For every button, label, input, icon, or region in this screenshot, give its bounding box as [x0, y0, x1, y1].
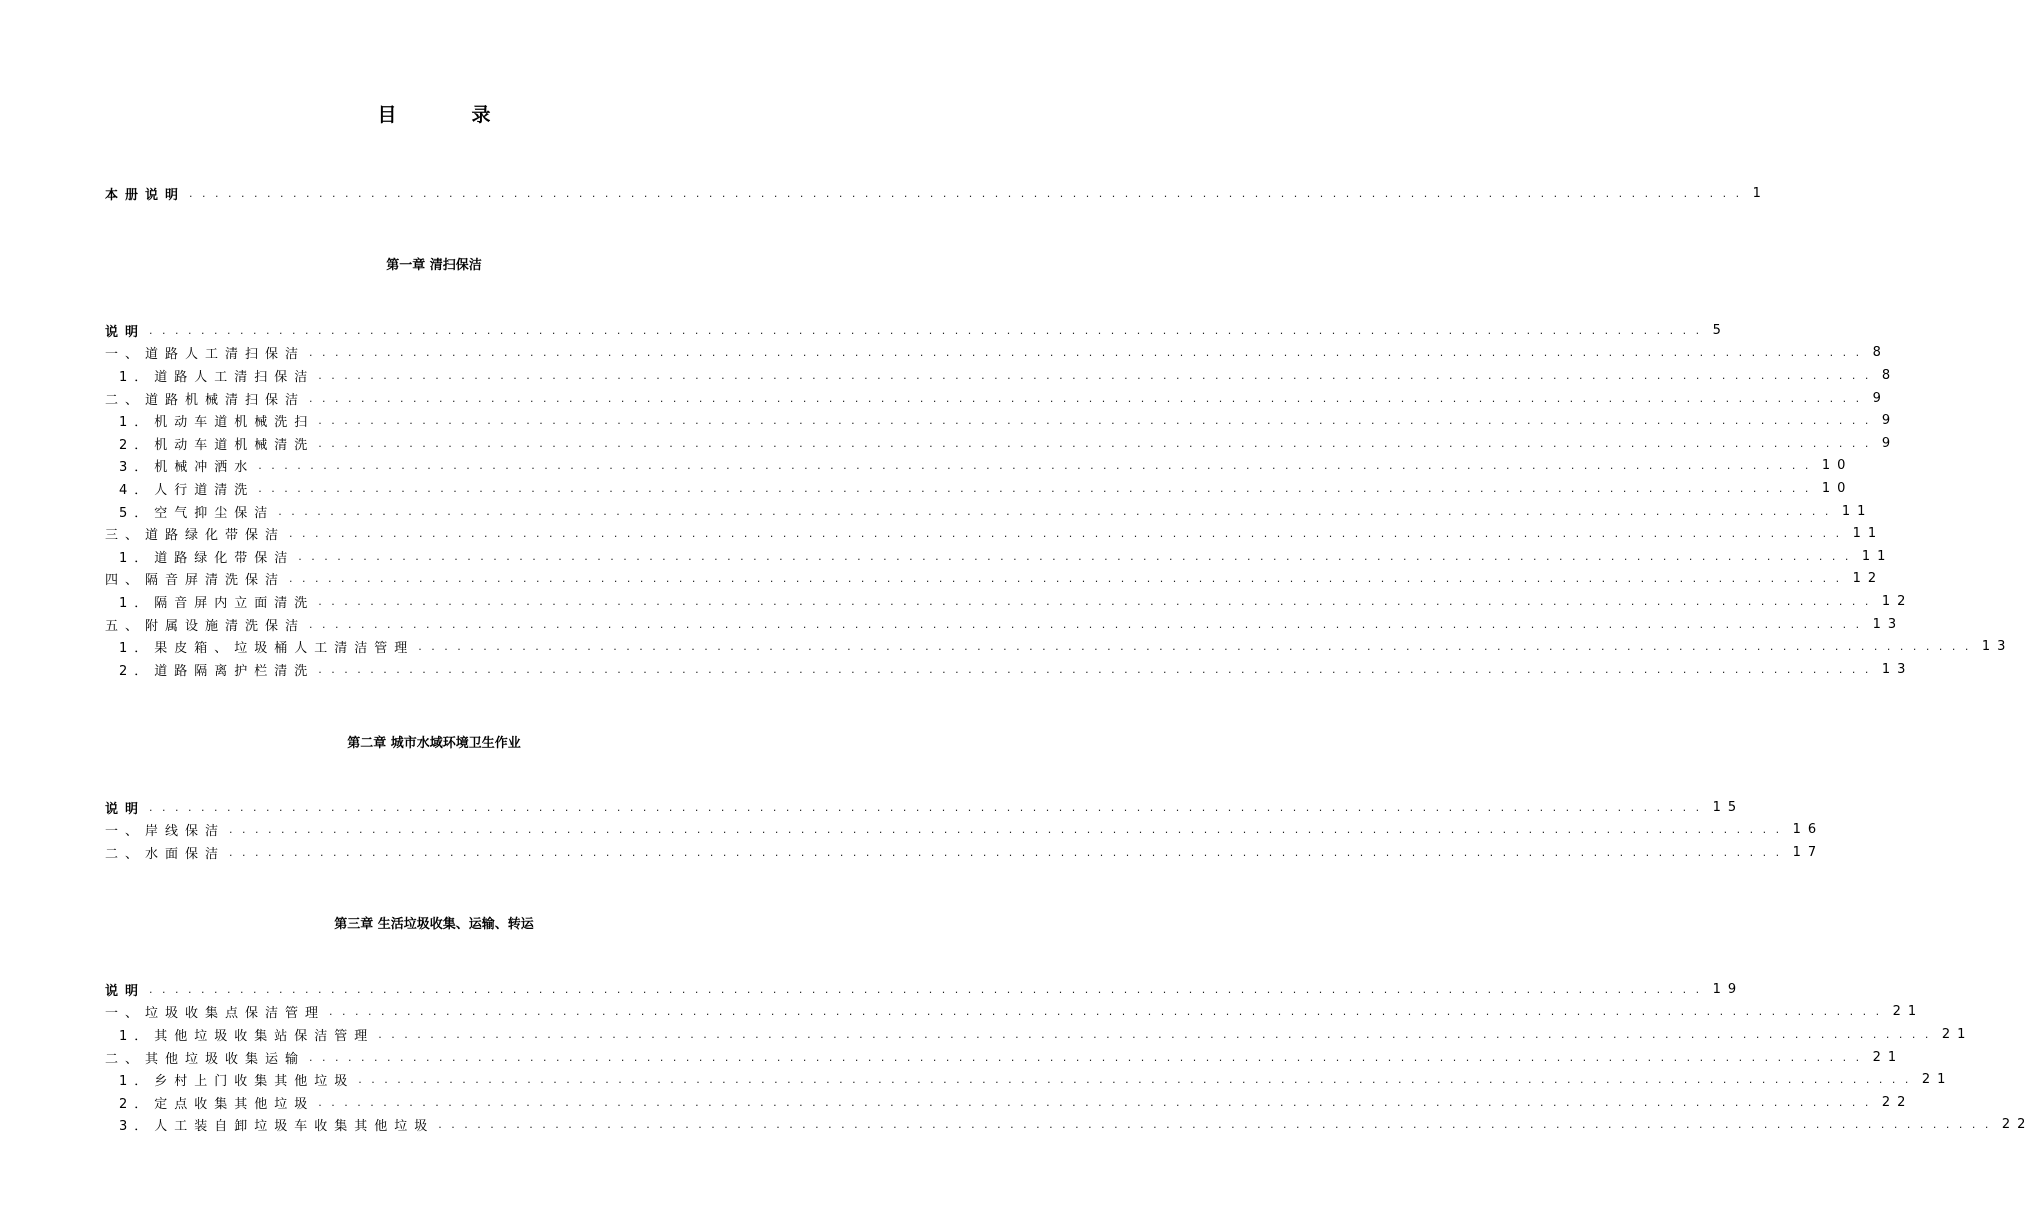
toc-entry-label: 3．人工装自卸垃圾车收集其他垃圾 — [119, 1119, 435, 1135]
dot-leader: ........................................................................................................................ — [378, 1027, 1938, 1041]
dot-leader: ........................................................................................................................ — [329, 1005, 1889, 1019]
toc-entry-page-number: 13 — [1872, 616, 1904, 632]
toc-entry-label: 2．机动车道机械清洗 — [119, 437, 315, 453]
toc-entry-page-number: 1 — [1752, 185, 1768, 201]
toc-entry-page-number: 12 — [1881, 593, 1913, 609]
toc-entry[interactable] — [105, 1114, 2032, 1137]
toc-entry-page-number: 19 — [1712, 981, 1744, 997]
toc-entry-label: 1．道路人工清扫保洁 — [119, 369, 315, 385]
toc-entry-label: 2．定点收集其他垃圾 — [119, 1096, 315, 1112]
toc-entry[interactable] — [105, 409, 1898, 432]
toc-entry-page-number: 11 — [1861, 548, 1893, 564]
toc-entry[interactable] — [105, 635, 2013, 658]
toc-entry-page-number: 9 — [1872, 390, 1888, 406]
chapter-3-heading: 第三章 生活垃圾收集、运输、转运 — [334, 917, 534, 932]
dot-leader: ........................................................................................................................ — [229, 823, 1789, 837]
dot-leader: ........................................................................................................................ — [318, 594, 1878, 608]
toc-entry[interactable] — [105, 796, 1744, 819]
dot-leader: ........................................................................................................................ — [358, 1073, 1918, 1087]
toc-entry-page-number: 10 — [1821, 480, 1853, 496]
toc-entry-label: 3．机械冲洒水 — [119, 460, 255, 476]
toc-entry-page-number: 9 — [1881, 413, 1898, 429]
chapter-1-entries — [105, 319, 2013, 681]
toc-entry[interactable] — [105, 819, 1824, 842]
toc-entry-label: 一、垃圾收集点保洁管理 — [105, 1006, 326, 1022]
toc-entry[interactable] — [105, 1068, 1953, 1091]
toc-entry-label: 说明 — [105, 983, 146, 999]
dot-leader: ........................................................................................................................ — [318, 1095, 1878, 1109]
dot-leader: ........................................................................................................................ — [149, 323, 1709, 337]
toc-entry[interactable] — [105, 613, 1904, 636]
toc-entry-page-number: 12 — [1852, 571, 1884, 587]
toc-entry-label: 1．隔音屏内立面清洗 — [119, 595, 315, 611]
dot-leader: ........................................................................................................................ — [189, 186, 1749, 200]
dot-leader: ........................................................................................................................ — [309, 1050, 1869, 1064]
dot-leader: ........................................................................................................................ — [149, 800, 1709, 814]
dot-leader: ........................................................................................................................ — [309, 346, 1869, 360]
toc-entry-page-number: 21 — [1892, 1004, 1924, 1020]
toc-entry-page-number: 16 — [1792, 822, 1824, 838]
toc-entry-page-number: 15 — [1712, 799, 1744, 815]
dot-leader: ........................................................................................................................ — [258, 481, 1818, 495]
toc-entry[interactable] — [105, 319, 1728, 342]
dot-leader: ........................................................................................................................ — [278, 504, 1838, 518]
toc-entry-label: 说明 — [105, 801, 146, 817]
toc-entry-page-number: 8 — [1872, 345, 1888, 361]
toc-entry-page-number: 21 — [1872, 1049, 1904, 1065]
toc-entry-label: 1．乡村上门收集其他垃圾 — [119, 1074, 355, 1090]
toc-entry-page-number: 11 — [1852, 526, 1884, 542]
toc-entry-label: 二、水面保洁 — [105, 846, 226, 862]
dot-leader: ........................................................................................................................ — [418, 640, 1978, 654]
toc-entry-label: 一、岸线保洁 — [105, 824, 226, 840]
dot-leader: ........................................................................................................................ — [229, 845, 1789, 859]
toc-entry[interactable] — [105, 387, 1888, 410]
dot-leader: ........................................................................................................................ — [318, 414, 1878, 428]
toc-entry[interactable] — [105, 1091, 1913, 1114]
toc-entry-label: 1．机动车道机械洗扫 — [119, 415, 315, 431]
dot-leader: ........................................................................................................................ — [149, 982, 1709, 996]
toc-entry-label: 四、隔音屏清洗保洁 — [105, 573, 286, 589]
toc-entry[interactable] — [105, 545, 1893, 568]
toc-entry-label: 1．其他垃圾收集站保洁管理 — [119, 1028, 375, 1044]
front-matter-list — [105, 182, 1768, 205]
toc-entry-label: 1．道路绿化带保洁 — [119, 550, 295, 566]
dot-leader: ........................................................................................................................ — [318, 368, 1878, 382]
toc-entry[interactable] — [105, 500, 1873, 523]
toc-entry[interactable] — [105, 568, 1884, 591]
toc-entry-page-number: 21 — [1941, 1026, 1973, 1042]
dot-leader: ........................................................................................................................ — [309, 391, 1869, 405]
chapter-2-heading: 第二章 城市水域环境卫生作业 — [347, 736, 521, 751]
toc-entry-label: 本册说明 — [105, 187, 186, 203]
toc-entry[interactable] — [105, 455, 1853, 478]
toc-title: 目 录 — [377, 104, 519, 126]
toc-entry-label: 4．人行道清洗 — [119, 482, 255, 498]
toc-entry[interactable] — [105, 364, 1898, 387]
toc-entry-page-number: 13 — [1981, 639, 2013, 655]
dot-leader: ........................................................................................................................ — [289, 527, 1849, 541]
toc-entry-page-number: 17 — [1792, 844, 1824, 860]
toc-entry-label: 1．果皮箱、垃圾桶人工清洁管理 — [119, 641, 415, 657]
dot-leader: ........................................................................................................................ — [298, 549, 1858, 563]
toc-entry-label: 二、道路机械清扫保洁 — [105, 392, 306, 408]
toc-entry-label: 三、道路绿化带保洁 — [105, 528, 286, 544]
chapter-1-heading: 第一章 清扫保洁 — [386, 258, 482, 273]
chapter-2-entries — [105, 796, 1824, 864]
toc-entry-label: 2．道路隔离护栏清洗 — [119, 663, 315, 679]
dot-leader: ........................................................................................................................ — [318, 436, 1878, 450]
toc-entry-label: 5．空气抑尘保洁 — [119, 505, 275, 521]
toc-entry[interactable] — [105, 1046, 1904, 1069]
dot-leader: ........................................................................................................................ — [289, 572, 1849, 586]
toc-entry-page-number: 21 — [1921, 1072, 1953, 1088]
toc-entry[interactable] — [105, 1001, 1924, 1024]
toc-entry[interactable] — [105, 590, 1913, 613]
toc-entry-label: 二、其他垃圾收集运输 — [105, 1051, 306, 1067]
toc-entry[interactable] — [105, 1023, 1973, 1046]
toc-entry-page-number: 22 — [2001, 1117, 2032, 1133]
toc-entry-label: 一、道路人工清扫保洁 — [105, 347, 306, 363]
toc-entry[interactable] — [105, 182, 1768, 205]
dot-leader: ........................................................................................................................ — [258, 459, 1818, 473]
toc-entry[interactable] — [105, 658, 1913, 681]
toc-entry-page-number: 8 — [1881, 367, 1898, 383]
toc-entry-page-number: 13 — [1881, 661, 1913, 677]
toc-entry-page-number: 9 — [1881, 435, 1898, 451]
toc-entry-label: 五、附属设施清洗保洁 — [105, 618, 306, 634]
toc-entry-page-number: 22 — [1881, 1094, 1913, 1110]
toc-entry[interactable] — [105, 477, 1853, 500]
toc-entry-label: 说明 — [105, 324, 146, 340]
chapter-3-entries — [105, 978, 2032, 1136]
toc-entry[interactable] — [105, 522, 1884, 545]
toc-entry[interactable] — [105, 432, 1898, 455]
toc-entry-page-number: 11 — [1841, 503, 1873, 519]
dot-leader: ........................................................................................................................ — [438, 1118, 1998, 1132]
toc-entry[interactable] — [105, 978, 1744, 1001]
toc-entry-page-number: 5 — [1712, 322, 1728, 338]
toc-entry[interactable] — [105, 342, 1888, 365]
toc-entry[interactable] — [105, 841, 1824, 864]
toc-entry-page-number: 10 — [1821, 458, 1853, 474]
dot-leader: ........................................................................................................................ — [309, 617, 1869, 631]
dot-leader: ........................................................................................................................ — [318, 662, 1878, 676]
